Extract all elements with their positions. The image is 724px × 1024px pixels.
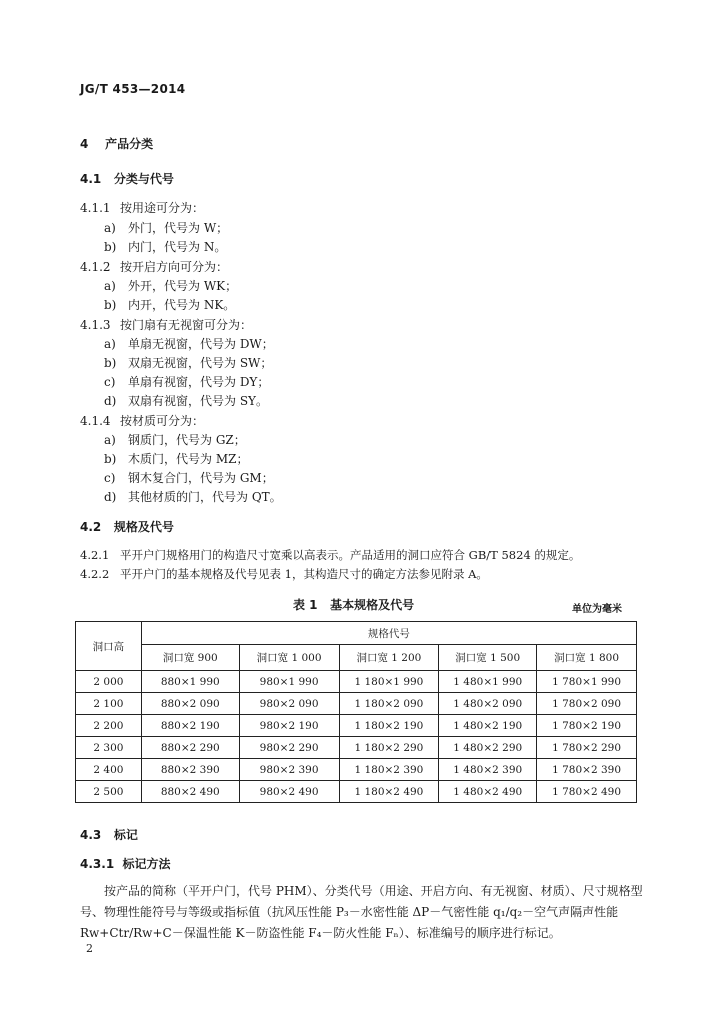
section-4-3-1-title (80, 855, 171, 872)
table-row (76, 715, 637, 737)
table-cell: 880×1 990 (141, 671, 239, 693)
list-text: 双扇无视窗，代号为 SW； (128, 356, 273, 370)
table-cell: 1 480×2 290 (439, 737, 537, 759)
table-cell: 1 480×2 090 (439, 693, 537, 715)
clause-text: 按开启方向可分为： (120, 260, 229, 274)
list-marker: a) (104, 337, 116, 351)
table-cell: 980×2 390 (239, 759, 339, 781)
list-marker: c) (104, 375, 116, 389)
list-marker: b) (104, 298, 117, 312)
group-header: 规格代号 (141, 622, 636, 645)
list-item (104, 450, 248, 467)
column-header: 洞口宽 1 000 (239, 645, 339, 671)
clause-number: 4.1.1 (80, 201, 111, 215)
table-row (76, 737, 637, 759)
section-4-3-1-number: 4.3.1 (80, 857, 115, 871)
table-cell: 1 780×2 290 (537, 737, 637, 759)
clause-number: 4.1.3 (80, 318, 111, 332)
table-cell: 1 480×2 490 (439, 781, 537, 803)
column-header: 洞口宽 1 800 (537, 645, 637, 671)
clause-text: 按门扇有无视窗可分为： (120, 318, 253, 332)
table-cell: 980×2 190 (239, 715, 339, 737)
table-cell: 1 180×2 390 (339, 759, 439, 781)
table-cell: 1 180×2 190 (339, 715, 439, 737)
list-item (104, 354, 272, 371)
table-cell: 880×2 190 (141, 715, 239, 737)
list-marker: b) (104, 356, 117, 370)
table-cell: 1 780×2 090 (537, 693, 637, 715)
list-item (104, 488, 282, 505)
list-item (104, 431, 246, 448)
list-text: 木质门，代号为 MZ； (128, 452, 249, 466)
section-4-3-title (80, 826, 138, 843)
standard-number: JG/T 453—2014 (80, 82, 186, 96)
marking-paragraph: 按产品的简称（平开户门，代号 PHM）、分类代号（用途、开启方向、有无视窗、材质）、尺寸规格型号、物理性能符号与等级或指标值（抗风压性能 P₃－水密性能 ΔP－气密性能 q₁/q₂－空气声隔声性能 Rw+Ctr/Rw+C－保温性能 K－防盗性能 F₄－防火性能 Fₙ）、标准编号的顺序进行标记。 (80, 884, 643, 940)
list-marker: b) (104, 452, 117, 466)
table-cell: 1 780×1 990 (537, 671, 637, 693)
clause-4-1-1 (80, 199, 204, 216)
clause-4-2-1 (80, 547, 580, 563)
list-marker: b) (104, 240, 117, 254)
list-item (104, 238, 226, 255)
section-4-label: 产品分类 (105, 137, 154, 151)
section-4-1-title (80, 170, 174, 187)
list-marker: a) (104, 279, 116, 293)
list-item (104, 296, 235, 313)
list-item (104, 373, 269, 390)
list-text: 外开，代号为 WK； (128, 279, 238, 293)
table-cell: 980×2 490 (239, 781, 339, 803)
column-header: 洞口宽 900 (141, 645, 239, 671)
table-cell: 1 180×2 090 (339, 693, 439, 715)
corner-header: 洞口高 (76, 622, 142, 671)
table-cell: 980×2 090 (239, 693, 339, 715)
table-cell: 1 780×2 490 (537, 781, 637, 803)
list-marker: a) (104, 433, 116, 447)
column-header: 洞口宽 1 500 (439, 645, 537, 671)
table-cell: 880×2 090 (141, 693, 239, 715)
table-cell: 880×2 290 (141, 737, 239, 759)
list-text: 外门，代号为 W； (128, 221, 229, 235)
clause-text: 平开户门规格用门的构造尺寸宽乘以高表示。产品适用的洞口应符合 GB/T 5824 的规定。 (120, 548, 581, 562)
section-4-1-label: 分类与代号 (113, 172, 174, 186)
table-cell: 1 480×2 390 (439, 759, 537, 781)
clause-4-1-4 (80, 412, 204, 429)
section-4-2-title (80, 518, 174, 535)
clause-number: 4.1.4 (80, 414, 111, 428)
table-title: 基本规格及代号 (330, 598, 415, 612)
section-4-3-number: 4.3 (80, 828, 102, 842)
clause-4-2-2 (80, 566, 488, 582)
table-cell: 980×1 990 (239, 671, 339, 693)
row-header: 2 400 (76, 759, 142, 781)
row-header: 2 200 (76, 715, 142, 737)
table-unit: 单位为毫米 (572, 604, 622, 615)
row-header: 2 000 (76, 671, 142, 693)
list-text: 钢质门，代号为 GZ； (128, 433, 246, 447)
table-row (76, 693, 637, 715)
row-header: 2 100 (76, 693, 142, 715)
list-marker: c) (104, 471, 116, 485)
spec-table (75, 621, 637, 803)
table-cell: 980×2 290 (239, 737, 339, 759)
table-row (76, 671, 637, 693)
section-4-title (80, 135, 153, 152)
row-header: 2 300 (76, 737, 142, 759)
table-cell: 880×2 490 (141, 781, 239, 803)
table-number: 表 1 (293, 598, 318, 612)
table-cell: 1 180×1 990 (339, 671, 439, 693)
table-cell: 880×2 390 (141, 759, 239, 781)
table-cell: 1 780×2 390 (537, 759, 637, 781)
section-4-1-number: 4.1 (80, 172, 102, 186)
clause-number: 4.2.1 (80, 548, 110, 562)
list-text: 单扇无视窗，代号为 DW； (128, 337, 274, 351)
page-number: 2 (86, 942, 93, 955)
list-item (104, 392, 268, 409)
list-item (104, 469, 274, 486)
row-header: 2 500 (76, 781, 142, 803)
table-cell: 1 480×2 190 (439, 715, 537, 737)
section-4-2-label: 规格及代号 (113, 520, 174, 534)
clause-4-1-3 (80, 316, 252, 333)
list-text: 单扇有视窗，代号为 DY； (128, 375, 270, 389)
list-marker: d) (104, 490, 117, 504)
list-item (104, 335, 274, 352)
section-4-number: 4 (80, 137, 89, 151)
list-item (104, 219, 228, 236)
section-4-3-1-label: 标记方法 (122, 857, 171, 871)
list-text: 钢木复合门，代号为 GM； (128, 471, 274, 485)
clause-text: 按用途可分为： (120, 201, 205, 215)
section-4-3-label: 标记 (113, 828, 138, 842)
table-cell: 1 180×2 290 (339, 737, 439, 759)
list-marker: a) (104, 221, 116, 235)
column-header: 洞口宽 1 200 (339, 645, 439, 671)
clause-text: 按材质可分为： (120, 414, 205, 428)
list-item (104, 277, 237, 294)
table-cell: 1 780×2 190 (537, 715, 637, 737)
list-text: 其他材质的门，代号为 QT。 (128, 490, 282, 504)
clause-number: 4.1.2 (80, 260, 111, 274)
table-row (76, 781, 637, 803)
table-caption (293, 596, 414, 613)
list-text: 内门，代号为 N。 (128, 240, 227, 254)
clause-number: 4.2.2 (80, 567, 110, 581)
list-text: 内开，代号为 NK。 (128, 298, 236, 312)
clause-text: 平开户门的基本规格及代号见表 1，其构造尺寸的确定方法参见附录 A。 (120, 567, 488, 581)
table-cell: 1 480×1 990 (439, 671, 537, 693)
list-marker: d) (104, 394, 117, 408)
section-4-2-number: 4.2 (80, 520, 102, 534)
clause-4-1-2 (80, 258, 228, 275)
list-text: 双扇有视窗，代号为 SY。 (128, 394, 268, 408)
table-row (76, 759, 637, 781)
table-cell: 1 180×2 490 (339, 781, 439, 803)
